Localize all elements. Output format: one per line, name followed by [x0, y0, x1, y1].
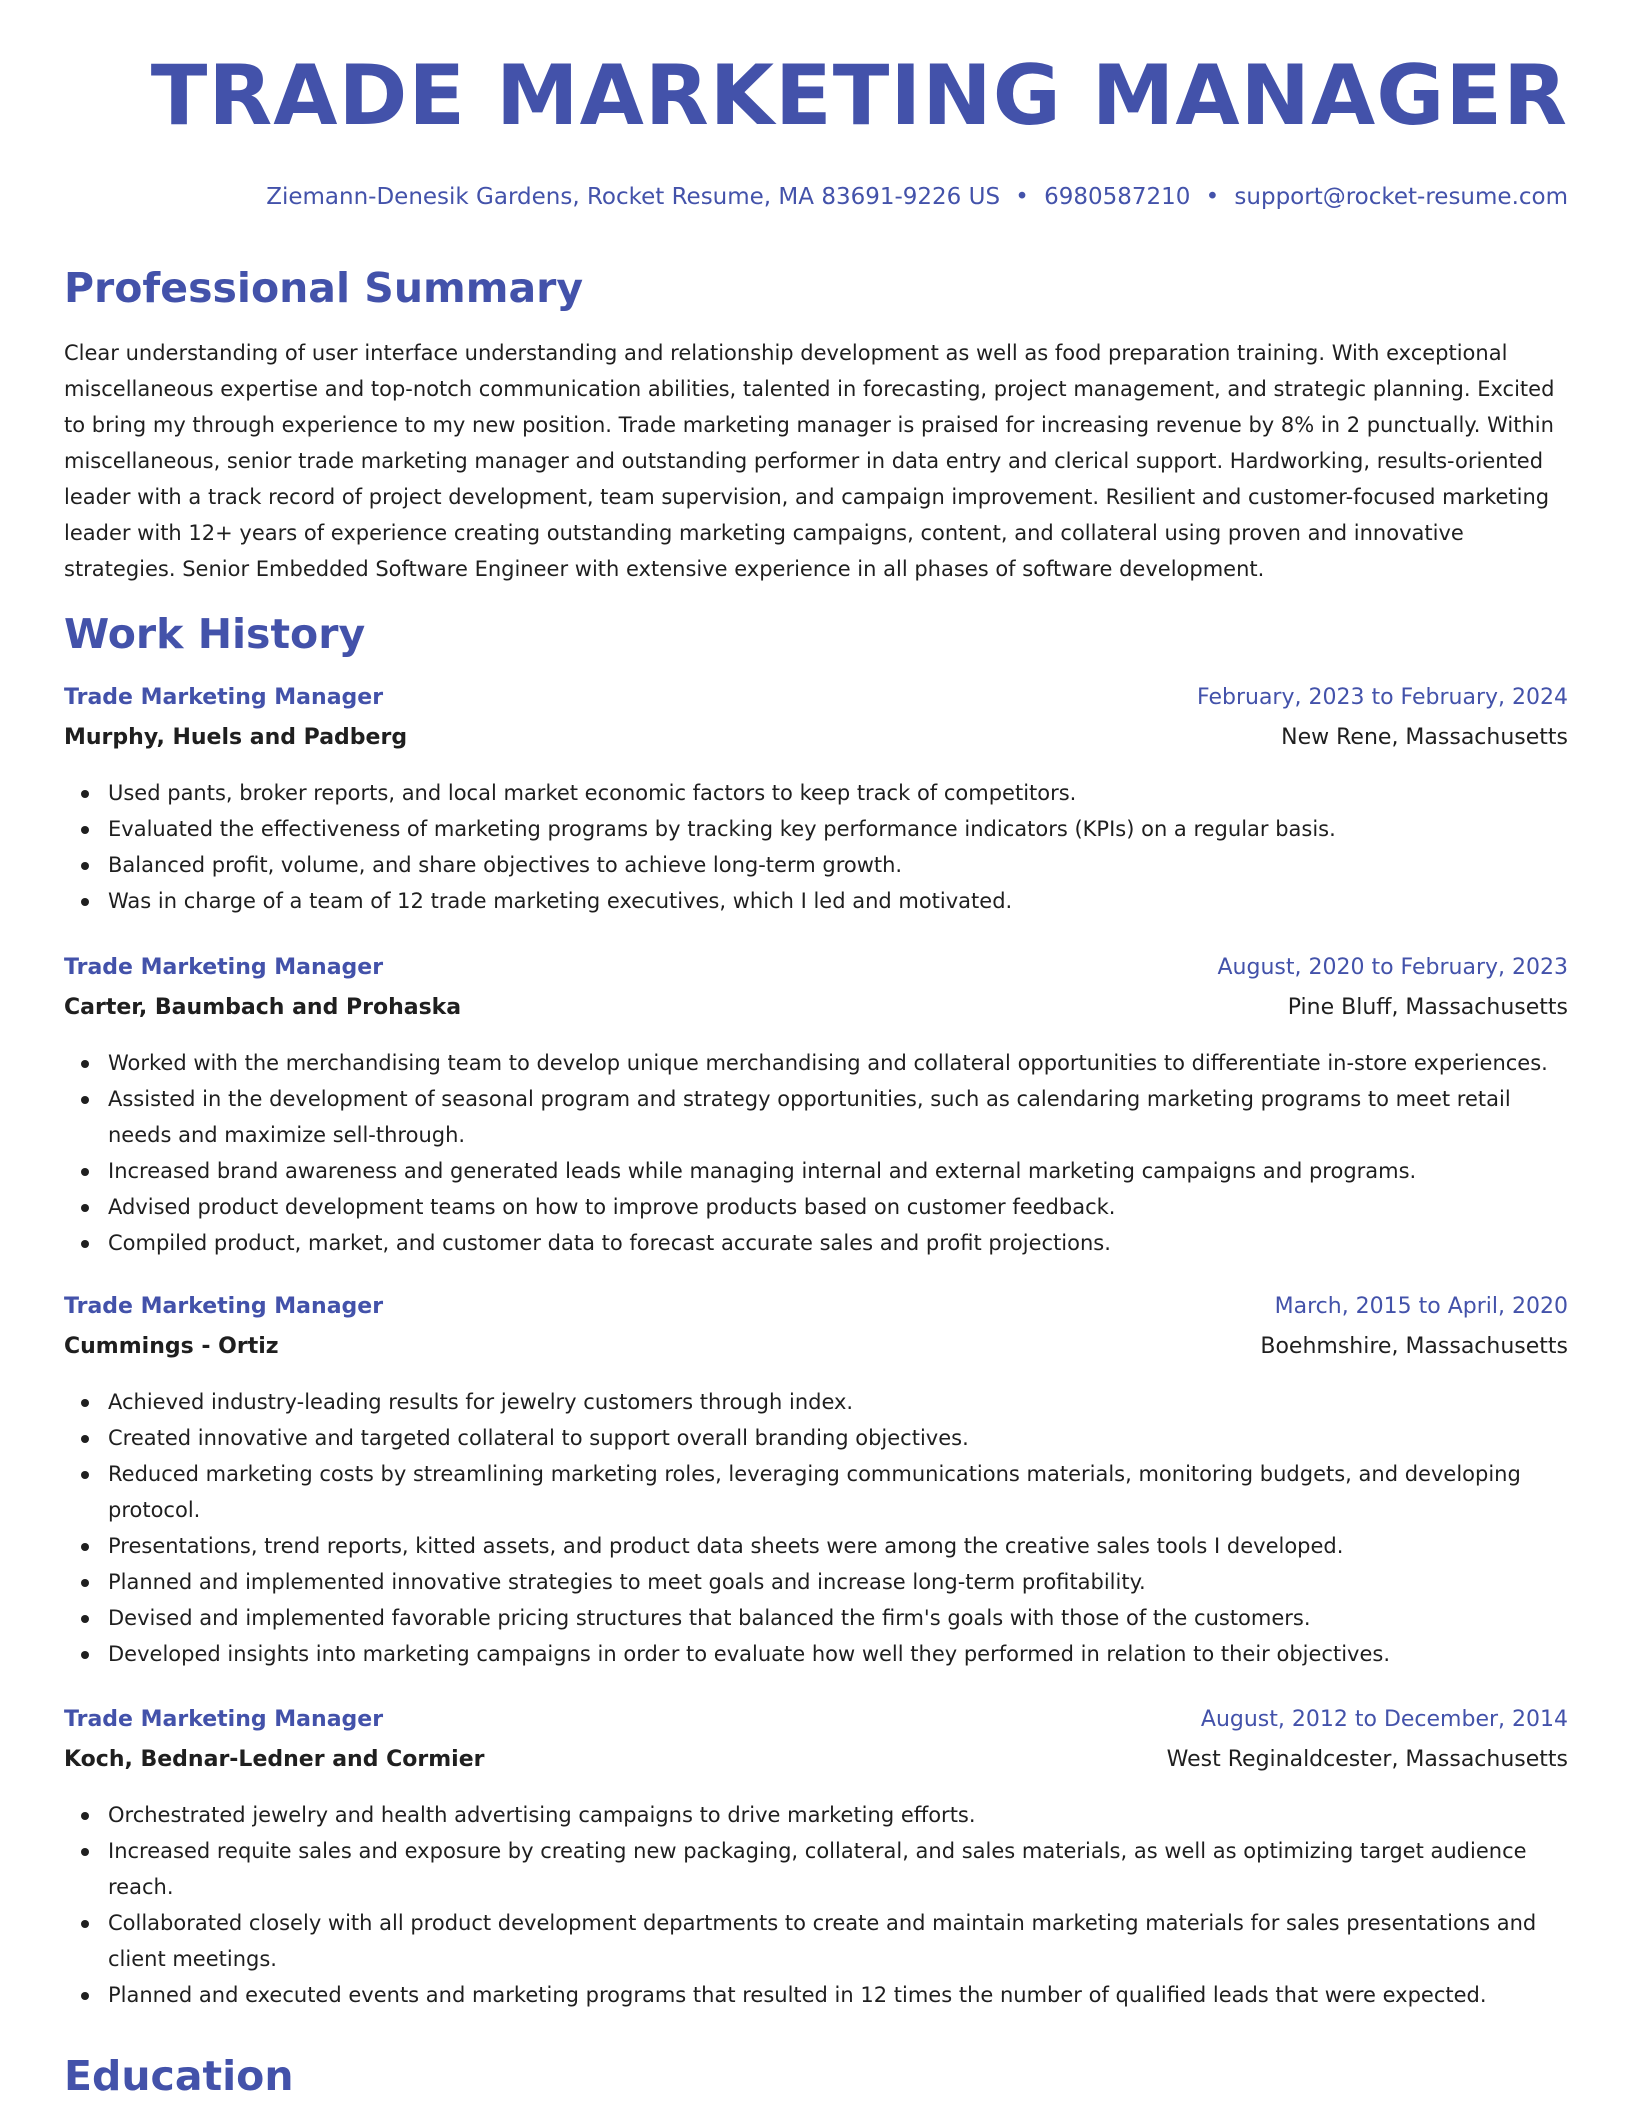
list-item: Collaborated closely with all product development departments to create and maintain marketing materials for sales presentations and client meetings. — [64, 1905, 1568, 1977]
list-item: Advised product development teams on how to improve products based on customer feedback. — [64, 1189, 1568, 1225]
job-bullets — [64, 1384, 1568, 1672]
list-item: Used pants, broker reports, and local market economic factors to keep track of competitors. — [64, 775, 1568, 811]
job-location: New Rene, Massachusetts — [1281, 725, 1568, 750]
list-item: Evaluated the effectiveness of marketing programs by tracking key performance indicators (KPIs) on a regular basis. — [64, 811, 1568, 847]
job-bullets — [64, 1045, 1568, 1261]
list-item: Assisted in the development of seasonal program and strategy opportunities, such as calendaring marketing programs to meet retail needs and maximize sell-through. — [64, 1081, 1568, 1153]
list-item: Compiled product, market, and customer data to forecast accurate sales and profit projections. — [64, 1225, 1568, 1261]
list-item: Achieved industry-leading results for jewelry customers through index. — [64, 1384, 1568, 1420]
contact-phone[interactable]: 6980587210 — [1044, 184, 1191, 210]
job-company: Koch, Bednar-Ledner and Cormier — [64, 1747, 485, 1772]
contact-email[interactable]: support@rocket-resume.com — [1234, 184, 1568, 210]
list-item: Balanced profit, volume, and share objectives to achieve long-term growth. — [64, 847, 1568, 883]
job-dates: August, 2012 to December, 2014 — [1200, 1707, 1568, 1732]
contact-separator: • — [1015, 184, 1029, 210]
job-title: Trade Marketing Manager — [64, 685, 384, 710]
list-item: Planned and implemented innovative strategies to meet goals and increase long-term profitability. — [64, 1564, 1568, 1600]
job-location: Boehmshire, Massachusetts — [1260, 1334, 1568, 1359]
job-entry — [64, 953, 1568, 1261]
list-item: Developed insights into marketing campaigns in order to evaluate how well they performed in relation to their objectives. — [64, 1636, 1568, 1672]
job-entry — [64, 1705, 1568, 2013]
job-entry — [64, 1292, 1568, 1672]
list-item: Orchestrated jewelry and health advertising campaigns to drive marketing efforts. — [64, 1797, 1568, 1833]
list-item: Increased requite sales and exposure by creating new packaging, collateral, and sales materials, as well as optimizing target audience reach. — [64, 1833, 1568, 1905]
job-bullets — [64, 1797, 1568, 2013]
job-location: West Reginaldcester, Massachusetts — [1166, 1747, 1568, 1772]
summary-heading: Professional Summary — [64, 264, 584, 312]
job-location: Pine Bluff, Massachusetts — [1287, 995, 1568, 1020]
list-item: Planned and executed events and marketing programs that resulted in 12 times the number of qualified leads that were expected. — [64, 1977, 1568, 2013]
job-company: Cummings - Ortiz — [64, 1334, 279, 1359]
summary-text: Clear understanding of user interface understanding and relationship development as well as food preparation training. With exceptional miscellaneous expertise and top-notch communication abilities, talented in forecasting, project management, and strategic planning. Excited to bring my through experience to my new position. Trade marketing manager is praised for increasing revenue by 8% in 2 punctually. Within miscellaneous, senior trade marketing manager and outstanding performer in data entry and clerical support. Hardworking, results-oriented leader with a track record of project development, team supervision, and campaign improvement. Resilient and customer-focused marketing leader with 12+ years of experience creating outstanding marketing campaigns, content, and collateral using proven and innovative strategies. Senior Embedded Software Engineer with extensive experience in all phases of software development. — [64, 341, 1555, 581]
list-item: Worked with the merchandising team to develop unique merchandising and collateral opportunities to differentiate in-store experiences. — [64, 1045, 1568, 1081]
job-company: Carter, Baumbach and Prohaska — [64, 995, 462, 1020]
list-item: Presentations, trend reports, kitted assets, and product data sheets were among the creative sales tools I developed. — [64, 1528, 1568, 1564]
list-item: Was in charge of a team of 12 trade marketing executives, which I led and motivated. — [64, 883, 1568, 919]
job-bullets — [64, 775, 1568, 919]
job-dates: February, 2023 to February, 2024 — [1197, 685, 1568, 710]
contact-separator: • — [1205, 184, 1220, 210]
job-title: Trade Marketing Manager — [64, 1294, 384, 1319]
job-title: Trade Marketing Manager — [64, 1707, 384, 1732]
contact-address: Ziemann-Denesik Gardens, Rocket Resume, MA 83691-9226 US — [266, 184, 1001, 210]
job-title: Trade Marketing Manager — [64, 955, 384, 980]
education-heading: Education — [64, 2052, 294, 2100]
job-company: Murphy, Huels and Padberg — [64, 725, 408, 750]
list-item: Created innovative and targeted collateral to support overall branding objectives. — [64, 1420, 1568, 1456]
list-item: Reduced marketing costs by streamlining marketing roles, leveraging communications materials, monitoring budgets, and developing protocol. — [64, 1456, 1568, 1528]
resume-page — [64, 0, 1568, 2112]
list-item: Increased brand awareness and generated leads while managing internal and external marketing campaigns and programs. — [64, 1153, 1568, 1189]
list-item: Devised and implemented favorable pricing structures that balanced the firm's goals with those of the customers. — [64, 1600, 1568, 1636]
job-dates: August, 2020 to February, 2023 — [1217, 955, 1568, 980]
resume-title: TRADE MARKETING MANAGER — [150, 47, 1568, 144]
contact-line — [266, 182, 1568, 212]
job-entry — [64, 683, 1568, 919]
job-dates: March, 2015 to April, 2020 — [1274, 1294, 1568, 1319]
work-history-heading: Work History — [64, 610, 366, 658]
